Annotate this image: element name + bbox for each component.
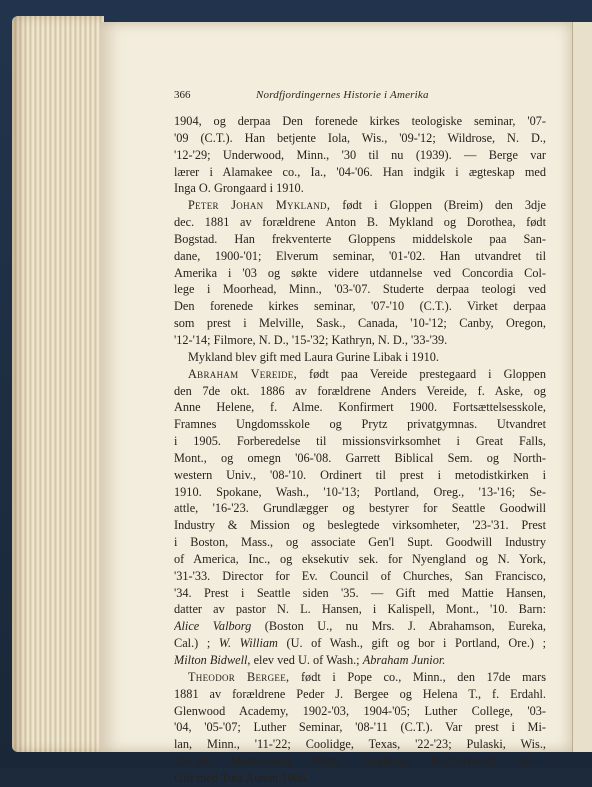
text-line: Industry & Mission og beslegtede virksomheter, '23-'31. Prest <box>174 518 546 533</box>
text-line: '34. Prest i Seattle siden '35. — Gift med Mattie Hansen, <box>174 585 546 600</box>
text-line: i Boston, Mass., og associate Gen'l Supt. Goodwill Industry <box>174 535 546 550</box>
running-head <box>174 89 544 105</box>
text-line: Peter Johan Mykland, født i Gloppen (Breim) den 3dje <box>188 198 546 213</box>
person-name: Theodor Bergee, <box>188 669 290 684</box>
text-line: i 1905. Forberedelse til missionsvirksomhet i Great Falls, <box>174 434 546 449</box>
page-number: 366 <box>174 89 191 101</box>
text-line: Cal.) ; W. William (U. of Wash., gift og bor i Portland, Ore.) ; <box>174 636 546 651</box>
text-line: 1881 av forældrene Peder J. Bergee og Helena T., f. Erdahl. <box>174 686 546 701</box>
page-edges <box>12 16 104 752</box>
facing-page-edge <box>572 22 592 752</box>
text-line: western Univ., '08-'10. Ordinert til prest i metodistkirken i <box>174 467 546 482</box>
text-line: '04, '05-'07; Luther Seminar, '08-'11 (C.T.). Var prest i Mi- <box>174 720 546 735</box>
text-line: Glenwood Academy, 1902-'03, 1904-'05; Luther College, '03- <box>174 703 546 718</box>
text-line: Gift med Tina Aunan 1908. <box>174 770 309 785</box>
text-line: '09 (C.T.). Han betjente Iola, Wis., '09-'12; Wildrose, N. D., <box>174 130 546 145</box>
text-line: '31-'33. Director for Ev. Council of Churches, San Francisco, <box>174 568 546 583</box>
text-line: '12-'14; Filmore, N. D., '15-'32; Kathryn, N. D., '33-'39. <box>174 332 448 347</box>
text-line: datter av pastor N. L. Hansen, i Kalispell, Mont., '10. Barn: <box>174 602 546 617</box>
text-line: dane, 1900-'01; Elverum seminar, '01-'02. Han utvandret til <box>174 248 546 263</box>
text-line: som prest i Melville, Sask., Canada, '10-'12; Canby, Oregon, <box>174 316 546 331</box>
text-line: Amerika i '03 og søkte videre utdannelse ved Concordia Col- <box>174 265 546 280</box>
text-line: 1910. Spokane, Wash., '10-'13; Portland, Oreg., '13-'16; Se- <box>174 484 546 499</box>
text-line: of America, Inc., og eksekutiv sek. for Nyengland og N. York, <box>174 551 546 566</box>
text-line: dec. 1881 av forældrene Anton B. Mykland og Dorothea, født <box>174 215 546 230</box>
text-line: den 7de okt. 1886 av forældrene Anders Vereide, f. Aske, og <box>174 383 546 398</box>
text-line: Mykland blev gift med Laura Gurine Libak i 1910. <box>188 349 439 364</box>
text-line: 1904, og derpaa Den forenede kirkes teologiske seminar, '07- <box>174 114 546 128</box>
text-line: Mont., og omegn '06-'08. Garrett Biblical Sem. og North- <box>174 450 546 465</box>
body-text <box>174 113 546 787</box>
text-line: Theodor Bergee, født i Pope co., Minn., den 17de mars <box>188 669 546 684</box>
text-line: Alice Valborg (Boston U., nu Mrs. J. Abrahamson, Eureka, <box>174 619 546 634</box>
text-line: Inga O. Grongaard i 1910. <box>174 181 304 196</box>
text-line: '12-'29; Underwood, Minn., '30 til nu (1939). — Berge var <box>174 147 546 162</box>
text-line: lan, Minn., '11-'22; Coolidge, Texas, '22-'23; Pulaski, Wis., <box>174 737 546 752</box>
text-line: '23-'26; Montevideo, Minn. (Lutheran Brotherhood) '26—. <box>174 754 546 769</box>
text-line: Abraham Vereide, født paa Vereide prestegaard i Gloppen <box>188 366 546 381</box>
person-name: Abraham Vereide, <box>188 366 297 381</box>
text-line: lege i Moorhead, Minn., '03-'07. Studerte derpaa teologi ved <box>174 282 546 297</box>
text-line: attle, '16-'23. Grundlægger og bestyrer for Seattle Goodwill <box>174 501 546 516</box>
text-line: Anne Helene, f. Alme. Konfirmert 1900. Fortsættelsesskole, <box>174 400 546 415</box>
text-line: Den forenede kirkes seminar, '07-'10 (C.T.). Virket derpaa <box>174 299 546 314</box>
text-line: Milton Bidwell, elev ved U. of Wash.; Abraham Junior. <box>174 653 446 667</box>
text-line: Framnes Ungdomsskole og Prytz privatgymnas. Utvandret <box>174 417 546 432</box>
text-line: lærer i Alamakee co., Ia., '04-'06. Han indgik i ægteskap med <box>174 164 546 179</box>
text-line: Bogstad. Han frekventerte Gloppens middelskole paa San- <box>174 231 546 246</box>
person-name: Peter Johan Mykland, <box>188 198 331 213</box>
running-title: Nordfjordingernes Historie i Amerika <box>256 89 429 101</box>
